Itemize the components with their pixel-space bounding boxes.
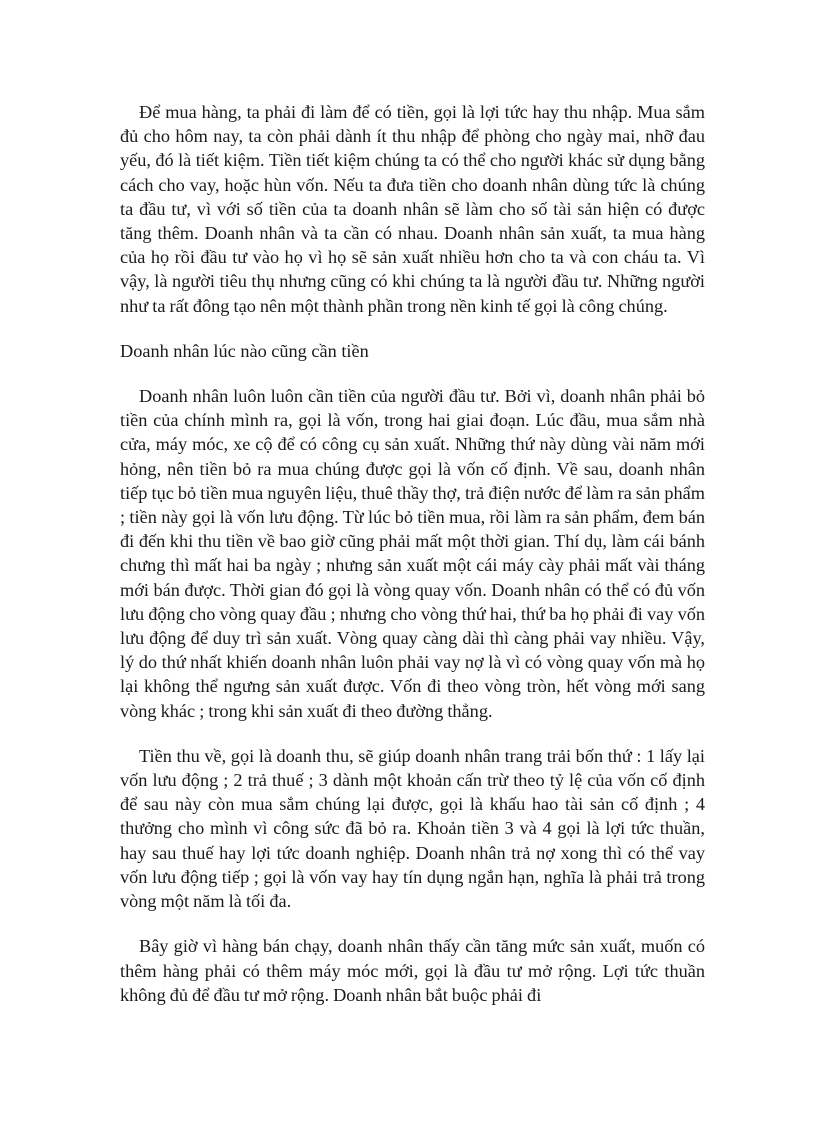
document-page <box>120 100 705 1007</box>
paragraph-intro: Để mua hàng, ta phải đi làm để có tiền, gọi là lợi tức hay thu nhập. Mua sắm đủ cho hôm nay, ta còn phải dành ít thu nhập để phòng cho ngày mai, nhỡ đau yếu, đó là tiết kiệm. Tiền tiết kiệm chúng ta có thể cho người khác sử dụng bằng cách cho vay, hoặc hùn vốn. Nếu ta đưa tiền cho doanh nhân dùng tức là chúng ta đầu tư, vì với số tiền của ta doanh nhân sẽ làm cho số tài sản hiện có được tăng thêm. Doanh nhân và ta cần có nhau. Doanh nhân sản xuất, ta mua hàng của họ rồi đầu tư vào họ vì họ sẽ sản xuất nhiều hơn cho ta và con cháu ta. Vì vậy, là người tiêu thụ nhưng cũng có khi chúng ta là người đầu tư. Những người như ta rất đông tạo nên một thành phần trong nền kinh tế gọi là công chúng. <box>120 102 705 316</box>
paragraph-capital-need: Doanh nhân luôn luôn cần tiền của người đầu tư. Bởi vì, doanh nhân phải bỏ tiền của chính mình ra, gọi là vốn, trong hai giai đoạn. Lúc đầu, mua sắm nhà cửa, máy móc, xe cộ để có công cụ sản xuất. Những thứ này dùng vài năm mới hỏng, nên tiền bỏ ra mua chúng được gọi là vốn cố định. Về sau, doanh nhân tiếp tục bỏ tiền mua nguyên liệu, thuê thầy thợ, trả điện nước để làm ra sản phẩm ; tiền này gọi là vốn lưu động. Từ lúc bỏ tiền mua, rồi làm ra sản phẩm, đem bán đi đến khi thu tiền về bao giờ cũng phải mất một thời gian. Thí dụ, làm cái bánh chưng thì mất hai ba ngày ; nhưng sản xuất một cái máy cày phải mất vài tháng mới bán được. Thời gian đó gọi là vòng quay vốn. Doanh nhân có thể có đủ vốn lưu động cho vòng quay đầu ; nhưng cho vòng thứ hai, thứ ba họ phải đi vay vốn lưu động để duy trì sản xuất. Vòng quay càng dài thì càng phải vay nhiều. Vậy, lý do thứ nhất khiến doanh nhân luôn phải vay nợ là vì có vòng quay vốn mà họ lại không thể ngưng sản xuất được. Vốn đi theo vòng tròn, hết vòng mới sang vòng khác ; trong khi sản xuất đi theo đường thẳng. <box>120 386 705 721</box>
paragraph-revenue: Tiền thu về, gọi là doanh thu, sẽ giúp doanh nhân trang trải bốn thứ : 1 lấy lại vốn lưu động ; 2 trả thuế ; 3 dành một khoản cấn trừ theo tỷ lệ của vốn cố định để sau này còn mua sắm chúng lại được, gọi là khấu hao tài sản cố định ; 4 thưởng cho mình vì công sức đã bỏ ra. Khoản tiền 3 và 4 gọi là lợi tức thuần, hay sau thuế hay lợi tức doanh nghiệp. Doanh nhân trả nợ xong thì có thể vay vốn lưu động tiếp ; gọi là vốn vay hay tín dụng ngắn hạn, nghĩa là phải trả trong vòng một năm là tối đa. <box>120 745 705 912</box>
section-heading: Doanh nhân lúc nào cũng cần tiền <box>120 340 369 361</box>
paragraph-expansion: Bây giờ vì hàng bán chạy, doanh nhân thấy cần tăng mức sản xuất, muốn có thêm hàng phải có thêm máy móc mới, gọi là đầu tư mở rộng. Lợi tức thuần không đủ để đầu tư mở rộng. Doanh nhân bắt buộc phải đi <box>120 936 705 1005</box>
